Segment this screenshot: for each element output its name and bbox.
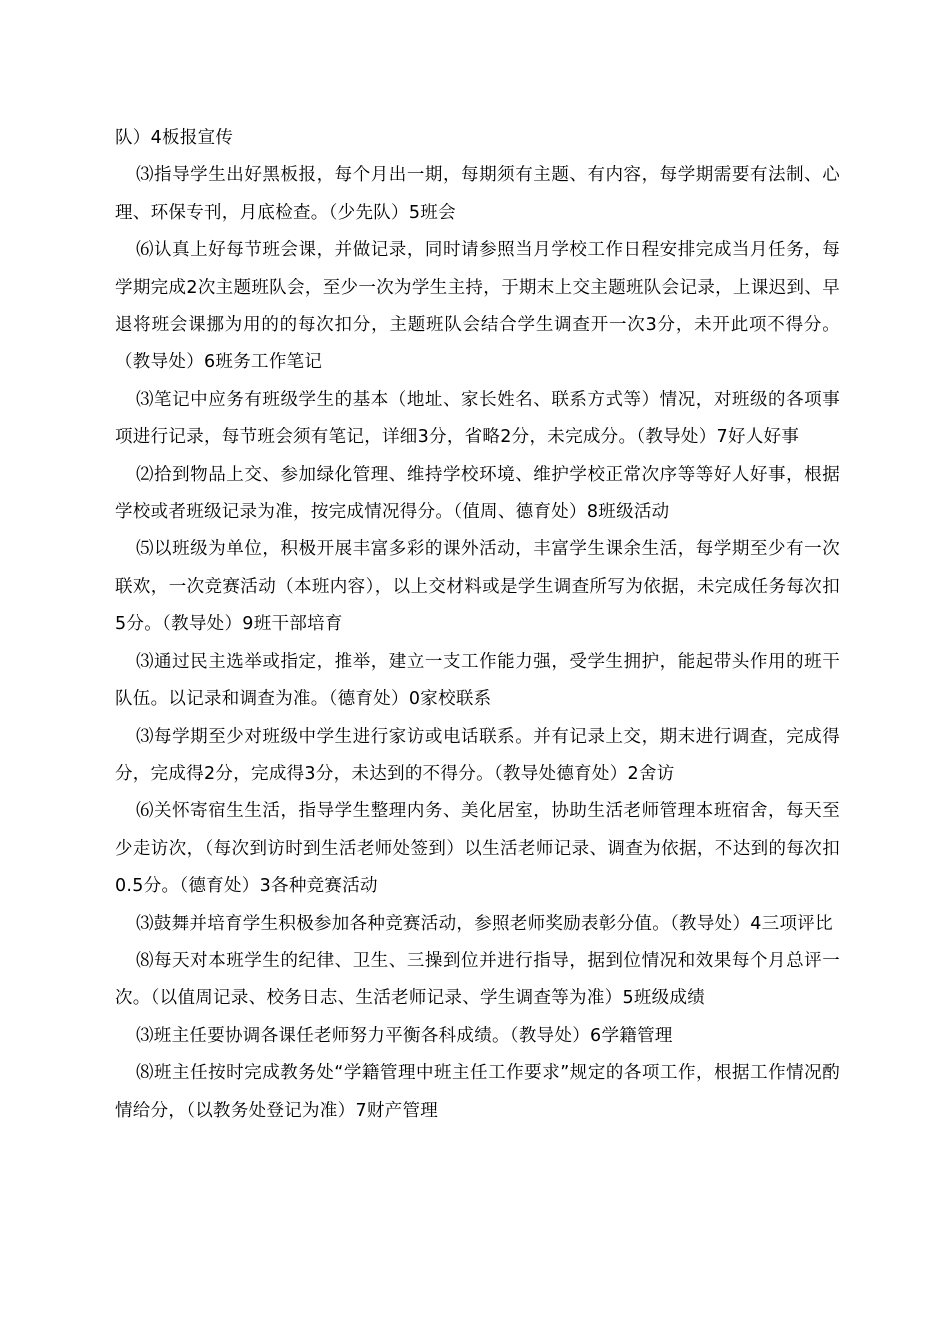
paragraph-12: ⑶班主任要协调各课任老师努力平衡各科成绩。（教导处）6学籍管理 xyxy=(136,1025,673,1046)
paragraph-4: ⑶笔记中应务有班级学生的基本（地址、家长姓名、联系方式等）情况，对班级的各项事项进行记录，每节班会须有笔记，详细3分，省略2分，未完成分。（教导处）7好人好事 xyxy=(115,389,840,448)
paragraph-5: ⑵拾到物品上交、参加绿化管理、维持学校环境、维护学校正常次序等等好人好事，根据学校或者班级记录为准，按完成情况得分。（值周、德育处）8班级活动 xyxy=(115,464,840,523)
paragraph-13: ⑻班主任按时完成教务处“学籍管理中班主任工作要求”规定的各项工作，根据工作情况酌情给分，（以教务处登记为准）7财产管理 xyxy=(115,1063,840,1121)
document-body xyxy=(115,120,840,1130)
paragraph-11: ⑻每天对本班学生的纪律、卫生、三操到位并进行指导，据到位情况和效果每个月总评一次。（以值周记录、校务日志、生活老师记录、学生调查等为准）5班级成绩 xyxy=(115,950,840,1009)
paragraph-8: ⑶每学期至少对班级中学生进行家访或电话联系。并有记录上交，期末进行调查，完成得分，完成得2分，完成得3分，未达到的不得分。（教导处德育处）2舍访 xyxy=(115,726,840,784)
paragraph-2: ⑶指导学生出好黑板报，每个月出一期，每期须有主题、有内容，每学期需要有法制、心理、环保专刊，月底检查。（少先队）5班会 xyxy=(115,165,840,223)
paragraph-10: ⑶鼓舞并培育学生积极参加各种竞赛活动，参照老师奖励表彰分值。（教导处）4三项评比 xyxy=(136,913,833,934)
paragraph-7: ⑶通过民主选举或指定，推举，建立一支工作能力强，受学生拥护，能起带头作用的班干队伍。以记录和调查为准。（德育处）0家校联系 xyxy=(115,651,840,710)
paragraph-6: ⑸以班级为单位，积极开展丰富多彩的课外活动，丰富学生课余生活，每学期至少有一次联欢，一次竞赛活动（本班内容），以上交材料或是学生调查所写为依据，未完成任务每次扣5分。（教导处）9班干部培育 xyxy=(115,539,840,635)
paragraph-3: ⑹认真上好每节班会课，并做记录，同时请参照当月学校工作日程安排完成当月任务，每学期完成2次主题班队会，至少一次为学生主持，于期末上交主题班队会记录，上课迟到、早退将班会课挪为用的的每次扣分，主题班队会结合学生调查开一次3分，未开此项不得分。（教导处）6班务工作笔记 xyxy=(115,240,840,373)
paragraph-9: ⑹关怀寄宿生生活，指导学生整理内务、美化居室，协助生活老师管理本班宿舍，每天至少走访次，（每次到访时到生活老师处签到）以生活老师记录、调查为依据，不达到的每次扣0.5分。（德育处）3各种竞赛活动 xyxy=(115,801,840,897)
paragraph-1: 队）4板报宣传 xyxy=(115,128,234,148)
